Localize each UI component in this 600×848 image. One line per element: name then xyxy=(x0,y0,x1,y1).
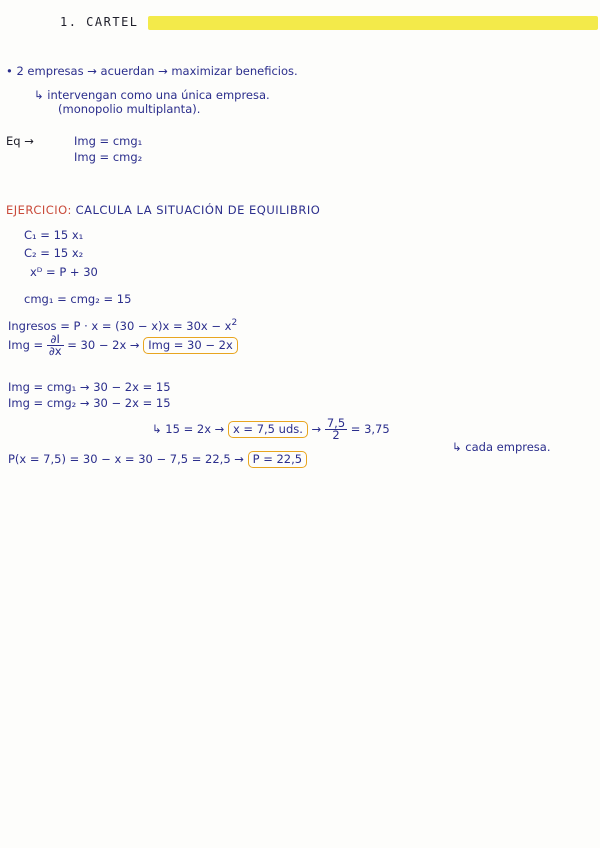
exercise-label: EJERCICIO: xyxy=(6,203,72,217)
solve-line-2: Img = cmg₂ → 30 − 2x = 15 xyxy=(8,396,171,410)
quantity-result-box: x = 7,5 uds. xyxy=(228,421,308,438)
equilibrium-condition-1: Img = cmg₁ xyxy=(74,134,143,148)
split-numerator: 7,5 xyxy=(326,416,346,430)
split-denominator: 2 xyxy=(332,428,340,442)
price-equation: P(x = 7,5) = 30 − x = 30 − 7,5 = 22,5 → xyxy=(8,452,244,466)
exercise-title: CALCULA LA SITUACIÓN DE EQUILIBRIO xyxy=(75,203,321,217)
marginal-cost-line: cmg₁ = cmg₂ = 15 xyxy=(24,292,132,306)
quantity-solution-line xyxy=(152,418,390,441)
per-company-note: ↳ cada empresa. xyxy=(452,440,551,454)
solve-line-1: Img = cmg₁ → 30 − 2x = 15 xyxy=(8,380,171,394)
equilibrium-label: Eq → xyxy=(6,134,34,148)
split-result: = 3,75 xyxy=(350,422,390,436)
marginal-revenue-right: = 30 − 2x → xyxy=(67,338,140,352)
revenue-line xyxy=(8,318,237,333)
split-fraction xyxy=(325,418,347,441)
revenue-expression: Ingresos = P · x = (30 − x)x = 30x − x xyxy=(8,318,232,333)
quantity-equation: ↳ 15 = 2x → xyxy=(152,422,225,436)
cost-function-2: C₂ = 15 x₂ xyxy=(24,246,84,260)
marginal-revenue-left: Img = xyxy=(8,338,44,352)
title-highlight xyxy=(148,16,598,30)
note-line-1: • 2 empresas → acuerdan → maximizar beneficios. xyxy=(6,64,298,78)
revenue-exponent: 2 xyxy=(231,318,238,328)
note-line-2: ↳ intervengan como una única empresa. xyxy=(34,88,270,102)
equilibrium-condition-2: Img = cmg₂ xyxy=(74,150,143,164)
derivative-denominator: ∂x xyxy=(48,344,62,358)
price-result-box: P = 22,5 xyxy=(248,451,308,468)
derivative-fraction xyxy=(47,334,64,357)
marginal-revenue-line xyxy=(8,334,238,357)
marginal-revenue-result-box: Img = 30 − 2x xyxy=(143,337,238,354)
cost-function-1: C₁ = 15 x₁ xyxy=(24,228,84,242)
page-title: 1. CARTEL xyxy=(60,15,139,29)
derivative-numerator: ∂I xyxy=(47,334,64,346)
note-line-3: (monopolio multiplanta). xyxy=(58,102,201,116)
price-line xyxy=(8,451,307,468)
quantity-arrow: → xyxy=(311,422,322,436)
exercise-heading xyxy=(6,203,320,217)
demand-function: xᴰ = P + 30 xyxy=(30,265,98,279)
